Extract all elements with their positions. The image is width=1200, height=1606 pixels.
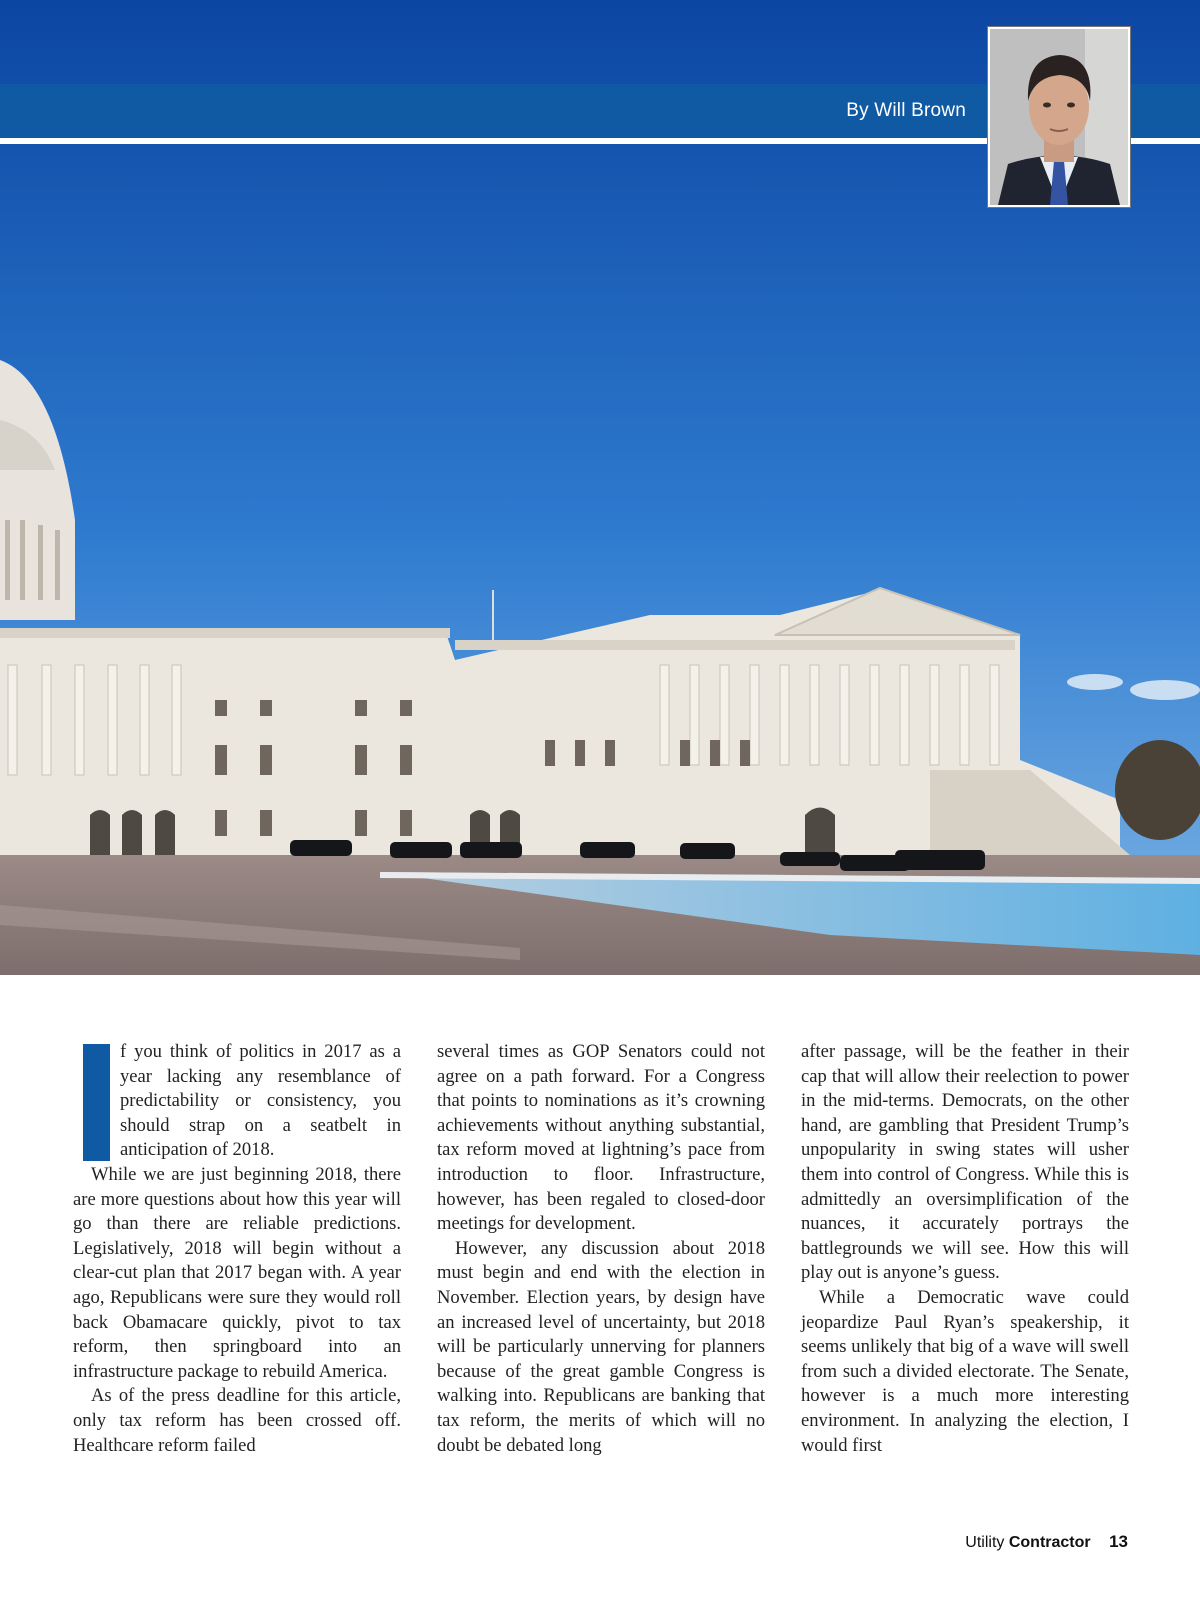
author-photo — [988, 27, 1130, 207]
article-column-2 — [437, 1040, 765, 1458]
page-footer — [965, 1532, 1128, 1552]
paragraph: after passage, will be the feather in their cap that will allow their reelection to power in the mid-terms. Democrats, on the other hand, are gambling that President Trump’s unpopularity in swing states will usher them into control of Congress. While this is admittedly an oversimplification of the nuances, it accurately portrays the battlegrounds we will see. How this will play out is anyone’s guess. — [801, 1041, 1129, 1284]
paragraph: While a Democratic wave could jeopardize Paul Ryan’s speakership, it seems unlikely that big of a wave will swell from such a divided electorate. The Senate, however is a much more interesting environment. In analyzing the election, I would first — [801, 1286, 1129, 1456]
article-body — [73, 1040, 1129, 1490]
paragraph: several times as GOP Senators could not agree on a path forward. For a Congress that points to nominations as it’s crowning achievements without anything substantial, tax reform moved at lightning’s pace from introduction to floor. Infrastructure, however, has been regaled to closed-door meetings for development. — [437, 1041, 765, 1235]
dropcap-block — [83, 1044, 110, 1161]
paragraph — [73, 1040, 401, 1163]
article-column-1 — [73, 1040, 401, 1458]
paragraph: While we are just beginning 2018, there are more questions about how this year will go than there are reliable predictions. Legislatively, 2018 will begin without a clear-cut plan that 2017 began with. A year ago, Republicans were sure they would roll back Obamacare quickly, pivot to tax reform, then springboard into an infrastructure package to rebuild America. — [73, 1163, 401, 1382]
paragraph-text: f you think of politics in 2017 as a year lacking any resemblance of predictability or consistency, you should strap on a seatbelt in anticipation of 2018. — [120, 1041, 401, 1161]
publication-prefix: Utility — [965, 1534, 1005, 1551]
paragraph: However, any discussion about 2018 must begin and end with the election in November. Election years, by design have an increased level of uncertainty, but 2018 will be particularly unnerving for planners because of the great gamble Congress is walking into. Republicans are banking that tax reform, the merits of which will no doubt be debated long — [437, 1237, 765, 1456]
publication-name: Contractor — [1008, 1534, 1091, 1551]
author-byline: By Will Brown — [846, 100, 966, 121]
article-column-3 — [801, 1040, 1129, 1458]
page-number: 13 — [1109, 1532, 1128, 1551]
author-portrait-image — [990, 29, 1128, 205]
paragraph: As of the press deadline for this article, only tax reform has been crossed off. Healthcare reform failed — [73, 1385, 401, 1456]
